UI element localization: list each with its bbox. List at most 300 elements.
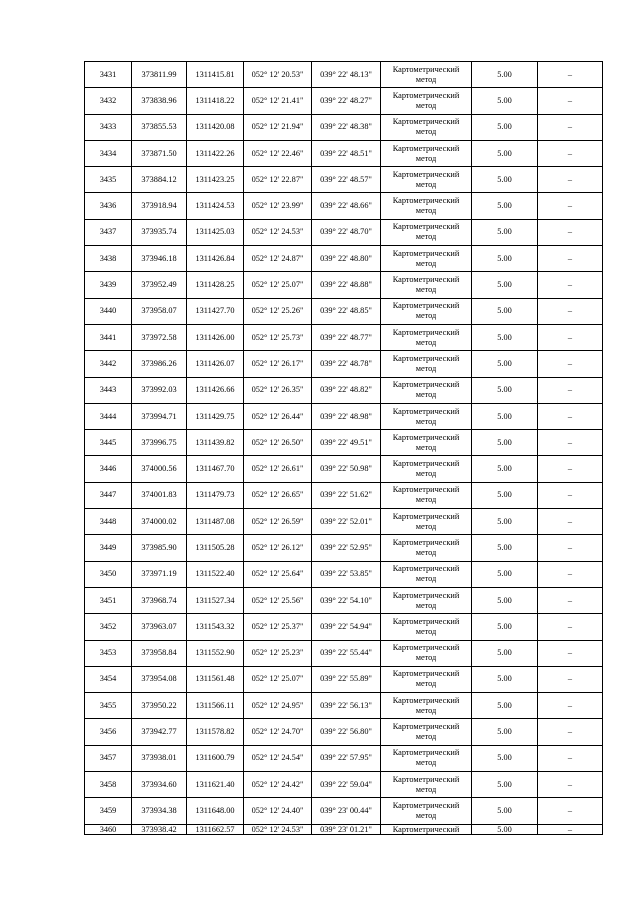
longitude-cell: 039° 22' 56.80" bbox=[312, 719, 381, 745]
table-row bbox=[85, 246, 603, 272]
latitude-cell: 052° 12' 22.87" bbox=[244, 167, 312, 193]
accuracy-cell: 5.00 bbox=[472, 324, 538, 350]
accuracy-cell: 5.00 bbox=[472, 535, 538, 561]
note-cell: – bbox=[538, 666, 603, 692]
method-line-1: Картометрический bbox=[392, 590, 460, 600]
longitude-cell: 039° 23' 00.44" bbox=[312, 798, 381, 824]
method-line-2: метод bbox=[415, 363, 437, 373]
method-line-1: Картометрический bbox=[392, 301, 460, 311]
longitude-cell: 039° 22' 54.10" bbox=[312, 587, 381, 613]
point-number-cell: 3432 bbox=[85, 88, 132, 114]
x-coordinate-cell: 373811.99 bbox=[132, 62, 187, 88]
accuracy-cell: 5.00 bbox=[472, 193, 538, 219]
latitude-cell: 052° 12' 25.56" bbox=[244, 587, 312, 613]
longitude-cell: 039° 22' 57.95" bbox=[312, 745, 381, 771]
table-row bbox=[85, 140, 603, 166]
method-cell bbox=[381, 798, 472, 824]
method-cell bbox=[381, 614, 472, 640]
method-line-2: метод bbox=[415, 179, 437, 189]
table-row bbox=[85, 719, 603, 745]
point-number-cell: 3444 bbox=[85, 403, 132, 429]
note-cell: – bbox=[538, 272, 603, 298]
accuracy-cell: 5.00 bbox=[472, 719, 538, 745]
longitude-cell: 039° 22' 48.80" bbox=[312, 246, 381, 272]
method-cell bbox=[381, 298, 472, 324]
method-cell bbox=[381, 693, 472, 719]
table-row bbox=[85, 587, 603, 613]
latitude-cell: 052° 12' 20.53" bbox=[244, 62, 312, 88]
y-coordinate-cell: 1311427.70 bbox=[187, 298, 244, 324]
table-row bbox=[85, 666, 603, 692]
latitude-cell: 052° 12' 25.64" bbox=[244, 561, 312, 587]
coordinates-table-body bbox=[85, 62, 603, 835]
x-coordinate-cell: 373938.01 bbox=[132, 745, 187, 771]
x-coordinate-cell: 373934.38 bbox=[132, 798, 187, 824]
y-coordinate-cell: 1311422.26 bbox=[187, 140, 244, 166]
note-cell: – bbox=[538, 614, 603, 640]
method-line-2: метод bbox=[415, 547, 437, 557]
method-cell bbox=[381, 351, 472, 377]
longitude-cell: 039° 22' 54.94" bbox=[312, 614, 381, 640]
note-cell: – bbox=[538, 219, 603, 245]
accuracy-cell: 5.00 bbox=[472, 219, 538, 245]
y-coordinate-cell: 1311426.07 bbox=[187, 351, 244, 377]
x-coordinate-cell: 373884.12 bbox=[132, 167, 187, 193]
method-cell bbox=[381, 193, 472, 219]
point-number-cell: 3447 bbox=[85, 482, 132, 508]
x-coordinate-cell: 373855.53 bbox=[132, 114, 187, 140]
y-coordinate-cell: 1311479.73 bbox=[187, 482, 244, 508]
accuracy-cell: 5.00 bbox=[472, 745, 538, 771]
table-row bbox=[85, 640, 603, 666]
method-line-1: Картометрический bbox=[392, 432, 460, 442]
x-coordinate-cell: 373958.07 bbox=[132, 298, 187, 324]
accuracy-cell: 5.00 bbox=[472, 587, 538, 613]
latitude-cell: 052° 12' 23.99" bbox=[244, 193, 312, 219]
method-cell bbox=[381, 272, 472, 298]
point-number-cell: 3445 bbox=[85, 430, 132, 456]
longitude-cell: 039° 22' 48.85" bbox=[312, 298, 381, 324]
method-line-2: метод bbox=[415, 600, 437, 610]
method-line-2: метод bbox=[415, 416, 437, 426]
longitude-cell: 039° 22' 55.89" bbox=[312, 666, 381, 692]
method-cell bbox=[381, 666, 472, 692]
method-line-2: метод bbox=[415, 232, 437, 242]
point-number-cell: 3443 bbox=[85, 377, 132, 403]
method-line-1: Картометрический bbox=[392, 117, 460, 127]
latitude-cell: 052° 12' 26.35" bbox=[244, 377, 312, 403]
method-line-2: метод bbox=[415, 311, 437, 321]
method-line-2: метод bbox=[415, 758, 437, 768]
method-line-2: метод bbox=[415, 626, 437, 636]
method-cell bbox=[381, 62, 472, 88]
method-cell bbox=[381, 219, 472, 245]
x-coordinate-cell: 373963.07 bbox=[132, 614, 187, 640]
point-number-cell: 3437 bbox=[85, 219, 132, 245]
longitude-cell: 039° 23' 01.21" bbox=[312, 824, 381, 834]
method-line-2: метод bbox=[415, 206, 437, 216]
y-coordinate-cell: 1311425.03 bbox=[187, 219, 244, 245]
y-coordinate-cell: 1311561.48 bbox=[187, 666, 244, 692]
note-cell: – bbox=[538, 535, 603, 561]
method-cell bbox=[381, 824, 472, 834]
method-cell bbox=[381, 509, 472, 535]
latitude-cell: 052° 12' 21.41" bbox=[244, 88, 312, 114]
point-number-cell: 3454 bbox=[85, 666, 132, 692]
point-number-cell: 3450 bbox=[85, 561, 132, 587]
method-cell bbox=[381, 246, 472, 272]
x-coordinate-cell: 373985.90 bbox=[132, 535, 187, 561]
x-coordinate-cell: 373958.84 bbox=[132, 640, 187, 666]
method-line-2: метод bbox=[415, 337, 437, 347]
latitude-cell: 052° 12' 26.50" bbox=[244, 430, 312, 456]
x-coordinate-cell: 374001.83 bbox=[132, 482, 187, 508]
point-number-cell: 3439 bbox=[85, 272, 132, 298]
note-cell: – bbox=[538, 351, 603, 377]
method-line-1: Картометрический bbox=[392, 222, 460, 232]
x-coordinate-cell: 373942.77 bbox=[132, 719, 187, 745]
y-coordinate-cell: 1311522.40 bbox=[187, 561, 244, 587]
accuracy-cell: 5.00 bbox=[472, 482, 538, 508]
method-cell bbox=[381, 772, 472, 798]
point-number-cell: 3460 bbox=[85, 824, 132, 834]
longitude-cell: 039° 22' 48.51" bbox=[312, 140, 381, 166]
method-line-1: Картометрический bbox=[392, 800, 460, 810]
point-number-cell: 3436 bbox=[85, 193, 132, 219]
table-row bbox=[85, 456, 603, 482]
method-line-2: метод bbox=[415, 100, 437, 110]
method-line-1: Картометрический bbox=[392, 64, 460, 74]
x-coordinate-cell: 373994.71 bbox=[132, 403, 187, 429]
longitude-cell: 039° 22' 48.70" bbox=[312, 219, 381, 245]
method-line-2: метод bbox=[415, 705, 437, 715]
note-cell: – bbox=[538, 88, 603, 114]
y-coordinate-cell: 1311420.08 bbox=[187, 114, 244, 140]
method-cell bbox=[381, 745, 472, 771]
point-number-cell: 3458 bbox=[85, 772, 132, 798]
y-coordinate-cell: 1311621.40 bbox=[187, 772, 244, 798]
point-number-cell: 3453 bbox=[85, 640, 132, 666]
note-cell: – bbox=[538, 456, 603, 482]
latitude-cell: 052° 12' 26.44" bbox=[244, 403, 312, 429]
method-line-1: Картометрический bbox=[392, 669, 460, 679]
y-coordinate-cell: 1311415.81 bbox=[187, 62, 244, 88]
table-row bbox=[85, 614, 603, 640]
table-row bbox=[85, 824, 603, 834]
latitude-cell: 052° 12' 24.53" bbox=[244, 824, 312, 834]
accuracy-cell: 5.00 bbox=[472, 693, 538, 719]
table-row bbox=[85, 509, 603, 535]
point-number-cell: 3456 bbox=[85, 719, 132, 745]
y-coordinate-cell: 1311527.34 bbox=[187, 587, 244, 613]
x-coordinate-cell: 373968.74 bbox=[132, 587, 187, 613]
table-row bbox=[85, 219, 603, 245]
point-number-cell: 3433 bbox=[85, 114, 132, 140]
point-number-cell: 3442 bbox=[85, 351, 132, 377]
y-coordinate-cell: 1311439.82 bbox=[187, 430, 244, 456]
longitude-cell: 039° 22' 48.57" bbox=[312, 167, 381, 193]
method-line-1: Картометрический bbox=[392, 774, 460, 784]
note-cell: – bbox=[538, 772, 603, 798]
latitude-cell: 052° 12' 24.53" bbox=[244, 219, 312, 245]
x-coordinate-cell: 373838.96 bbox=[132, 88, 187, 114]
note-cell: – bbox=[538, 377, 603, 403]
y-coordinate-cell: 1311578.82 bbox=[187, 719, 244, 745]
x-coordinate-cell: 374000.56 bbox=[132, 456, 187, 482]
x-coordinate-cell: 373986.26 bbox=[132, 351, 187, 377]
accuracy-cell: 5.00 bbox=[472, 772, 538, 798]
accuracy-cell: 5.00 bbox=[472, 246, 538, 272]
note-cell: – bbox=[538, 693, 603, 719]
note-cell: – bbox=[538, 167, 603, 193]
longitude-cell: 039° 22' 55.44" bbox=[312, 640, 381, 666]
latitude-cell: 052° 12' 24.87" bbox=[244, 246, 312, 272]
accuracy-cell: 5.00 bbox=[472, 640, 538, 666]
accuracy-cell: 5.00 bbox=[472, 88, 538, 114]
accuracy-cell: 5.00 bbox=[472, 403, 538, 429]
note-cell: – bbox=[538, 798, 603, 824]
y-coordinate-cell: 1311426.66 bbox=[187, 377, 244, 403]
point-number-cell: 3431 bbox=[85, 62, 132, 88]
longitude-cell: 039° 22' 48.77" bbox=[312, 324, 381, 350]
y-coordinate-cell: 1311648.00 bbox=[187, 798, 244, 824]
method-line-2: метод bbox=[415, 679, 437, 689]
method-line-1: Картометрический bbox=[392, 564, 460, 574]
method-line-1: Картометрический bbox=[392, 643, 460, 653]
y-coordinate-cell: 1311467.70 bbox=[187, 456, 244, 482]
method-cell bbox=[381, 482, 472, 508]
longitude-cell: 039° 22' 56.13" bbox=[312, 693, 381, 719]
note-cell: – bbox=[538, 482, 603, 508]
y-coordinate-cell: 1311600.79 bbox=[187, 745, 244, 771]
accuracy-cell: 5.00 bbox=[472, 167, 538, 193]
y-coordinate-cell: 1311429.75 bbox=[187, 403, 244, 429]
x-coordinate-cell: 373871.50 bbox=[132, 140, 187, 166]
method-line-2: метод bbox=[415, 258, 437, 268]
longitude-cell: 039° 22' 49.51" bbox=[312, 430, 381, 456]
latitude-cell: 052° 12' 24.40" bbox=[244, 798, 312, 824]
method-line-2: метод bbox=[415, 784, 437, 794]
method-cell bbox=[381, 403, 472, 429]
method-line-1: Картометрический bbox=[392, 406, 460, 416]
longitude-cell: 039° 22' 51.62" bbox=[312, 482, 381, 508]
point-number-cell: 3457 bbox=[85, 745, 132, 771]
point-number-cell: 3446 bbox=[85, 456, 132, 482]
y-coordinate-cell: 1311426.00 bbox=[187, 324, 244, 350]
table-row bbox=[85, 193, 603, 219]
method-line-2: метод bbox=[415, 732, 437, 742]
method-line-2: метод bbox=[415, 574, 437, 584]
method-line-2: метод bbox=[415, 810, 437, 820]
latitude-cell: 052° 12' 25.26" bbox=[244, 298, 312, 324]
x-coordinate-cell: 373952.49 bbox=[132, 272, 187, 298]
y-coordinate-cell: 1311426.84 bbox=[187, 246, 244, 272]
point-number-cell: 3455 bbox=[85, 693, 132, 719]
table-row bbox=[85, 482, 603, 508]
y-coordinate-cell: 1311505.28 bbox=[187, 535, 244, 561]
accuracy-cell: 5.00 bbox=[472, 798, 538, 824]
longitude-cell: 039° 22' 48.88" bbox=[312, 272, 381, 298]
accuracy-cell: 5.00 bbox=[472, 430, 538, 456]
method-line-2: метод bbox=[415, 285, 437, 295]
note-cell: – bbox=[538, 193, 603, 219]
method-line-2: метод bbox=[415, 653, 437, 663]
longitude-cell: 039° 22' 48.78" bbox=[312, 351, 381, 377]
latitude-cell: 052° 12' 22.46" bbox=[244, 140, 312, 166]
method-line-1: Картометрический bbox=[392, 90, 460, 100]
accuracy-cell: 5.00 bbox=[472, 351, 538, 377]
table-row bbox=[85, 745, 603, 771]
method-line-1: Картометрический bbox=[392, 275, 460, 285]
latitude-cell: 052° 12' 26.59" bbox=[244, 509, 312, 535]
x-coordinate-cell: 373950.22 bbox=[132, 693, 187, 719]
method-cell bbox=[381, 114, 472, 140]
note-cell: – bbox=[538, 62, 603, 88]
latitude-cell: 052° 12' 24.42" bbox=[244, 772, 312, 798]
x-coordinate-cell: 373938.42 bbox=[132, 824, 187, 834]
method-line-2: метод bbox=[415, 521, 437, 531]
x-coordinate-cell: 373918.94 bbox=[132, 193, 187, 219]
latitude-cell: 052° 12' 26.65" bbox=[244, 482, 312, 508]
accuracy-cell: 5.00 bbox=[472, 509, 538, 535]
point-number-cell: 3438 bbox=[85, 246, 132, 272]
method-cell bbox=[381, 561, 472, 587]
x-coordinate-cell: 373971.19 bbox=[132, 561, 187, 587]
table-row bbox=[85, 693, 603, 719]
longitude-cell: 039° 22' 59.04" bbox=[312, 772, 381, 798]
note-cell: – bbox=[538, 298, 603, 324]
method-line-2: метод bbox=[415, 127, 437, 137]
method-line-1: Картометрический bbox=[392, 485, 460, 495]
method-line-1: Картометрический bbox=[392, 695, 460, 705]
method-line-2: метод bbox=[415, 390, 437, 400]
table-row bbox=[85, 324, 603, 350]
method-line-1: Картометрический bbox=[392, 722, 460, 732]
accuracy-cell: 5.00 bbox=[472, 272, 538, 298]
note-cell: – bbox=[538, 114, 603, 140]
table-row bbox=[85, 298, 603, 324]
table-row bbox=[85, 772, 603, 798]
method-cell bbox=[381, 167, 472, 193]
method-line-1: Картометрический bbox=[392, 459, 460, 469]
y-coordinate-cell: 1311543.32 bbox=[187, 614, 244, 640]
accuracy-cell: 5.00 bbox=[472, 377, 538, 403]
point-number-cell: 3435 bbox=[85, 167, 132, 193]
table-row bbox=[85, 561, 603, 587]
point-number-cell: 3434 bbox=[85, 140, 132, 166]
accuracy-cell: 5.00 bbox=[472, 456, 538, 482]
method-line-2: метод bbox=[415, 74, 437, 84]
point-number-cell: 3449 bbox=[85, 535, 132, 561]
y-coordinate-cell: 1311566.11 bbox=[187, 693, 244, 719]
latitude-cell: 052° 12' 24.54" bbox=[244, 745, 312, 771]
method-line-1: Картометрический bbox=[392, 824, 460, 834]
latitude-cell: 052° 12' 21.94" bbox=[244, 114, 312, 140]
y-coordinate-cell: 1311418.22 bbox=[187, 88, 244, 114]
latitude-cell: 052° 12' 25.37" bbox=[244, 614, 312, 640]
method-line-1: Картометрический bbox=[392, 196, 460, 206]
longitude-cell: 039° 22' 52.95" bbox=[312, 535, 381, 561]
method-line-1: Картометрический bbox=[392, 748, 460, 758]
latitude-cell: 052° 12' 24.95" bbox=[244, 693, 312, 719]
method-line-1: Картометрический bbox=[392, 537, 460, 547]
y-coordinate-cell: 1311487.08 bbox=[187, 509, 244, 535]
longitude-cell: 039° 22' 48.66" bbox=[312, 193, 381, 219]
table-row bbox=[85, 114, 603, 140]
x-coordinate-cell: 373934.60 bbox=[132, 772, 187, 798]
accuracy-cell: 5.00 bbox=[472, 561, 538, 587]
table-row bbox=[85, 351, 603, 377]
point-number-cell: 3440 bbox=[85, 298, 132, 324]
method-cell bbox=[381, 324, 472, 350]
method-cell bbox=[381, 719, 472, 745]
method-cell bbox=[381, 456, 472, 482]
latitude-cell: 052° 12' 25.07" bbox=[244, 666, 312, 692]
accuracy-cell: 5.00 bbox=[472, 298, 538, 324]
note-cell: – bbox=[538, 640, 603, 666]
method-line-1: Картометрический bbox=[392, 143, 460, 153]
table-row bbox=[85, 403, 603, 429]
point-number-cell: 3441 bbox=[85, 324, 132, 350]
method-cell bbox=[381, 430, 472, 456]
point-number-cell: 3452 bbox=[85, 614, 132, 640]
y-coordinate-cell: 1311424.53 bbox=[187, 193, 244, 219]
method-cell bbox=[381, 640, 472, 666]
longitude-cell: 039° 22' 48.38" bbox=[312, 114, 381, 140]
method-cell bbox=[381, 140, 472, 166]
longitude-cell: 039° 22' 48.98" bbox=[312, 403, 381, 429]
note-cell: – bbox=[538, 561, 603, 587]
y-coordinate-cell: 1311428.25 bbox=[187, 272, 244, 298]
method-cell bbox=[381, 377, 472, 403]
method-line-2: метод bbox=[415, 153, 437, 163]
note-cell: – bbox=[538, 324, 603, 350]
table-row bbox=[85, 167, 603, 193]
x-coordinate-cell: 373972.58 bbox=[132, 324, 187, 350]
longitude-cell: 039° 22' 48.13" bbox=[312, 62, 381, 88]
method-line-1: Картометрический bbox=[392, 169, 460, 179]
method-line-1: Картометрический bbox=[392, 380, 460, 390]
table-row bbox=[85, 430, 603, 456]
longitude-cell: 039° 22' 53.85" bbox=[312, 561, 381, 587]
x-coordinate-cell: 373935.74 bbox=[132, 219, 187, 245]
latitude-cell: 052° 12' 25.07" bbox=[244, 272, 312, 298]
longitude-cell: 039° 22' 48.82" bbox=[312, 377, 381, 403]
longitude-cell: 039° 22' 50.98" bbox=[312, 456, 381, 482]
accuracy-cell: 5.00 bbox=[472, 824, 538, 834]
x-coordinate-cell: 373992.03 bbox=[132, 377, 187, 403]
x-coordinate-cell: 373996.75 bbox=[132, 430, 187, 456]
note-cell: – bbox=[538, 509, 603, 535]
note-cell: – bbox=[538, 719, 603, 745]
point-number-cell: 3451 bbox=[85, 587, 132, 613]
method-line-1: Картометрический bbox=[392, 248, 460, 258]
table-row bbox=[85, 62, 603, 88]
latitude-cell: 052° 12' 26.12" bbox=[244, 535, 312, 561]
table-row bbox=[85, 798, 603, 824]
note-cell: – bbox=[538, 403, 603, 429]
table-row bbox=[85, 88, 603, 114]
coordinates-table bbox=[84, 61, 603, 835]
longitude-cell: 039° 22' 52.01" bbox=[312, 509, 381, 535]
longitude-cell: 039° 22' 48.27" bbox=[312, 88, 381, 114]
latitude-cell: 052° 12' 25.73" bbox=[244, 324, 312, 350]
latitude-cell: 052° 12' 24.70" bbox=[244, 719, 312, 745]
method-line-2: метод bbox=[415, 442, 437, 452]
accuracy-cell: 5.00 bbox=[472, 666, 538, 692]
note-cell: – bbox=[538, 587, 603, 613]
method-cell bbox=[381, 88, 472, 114]
